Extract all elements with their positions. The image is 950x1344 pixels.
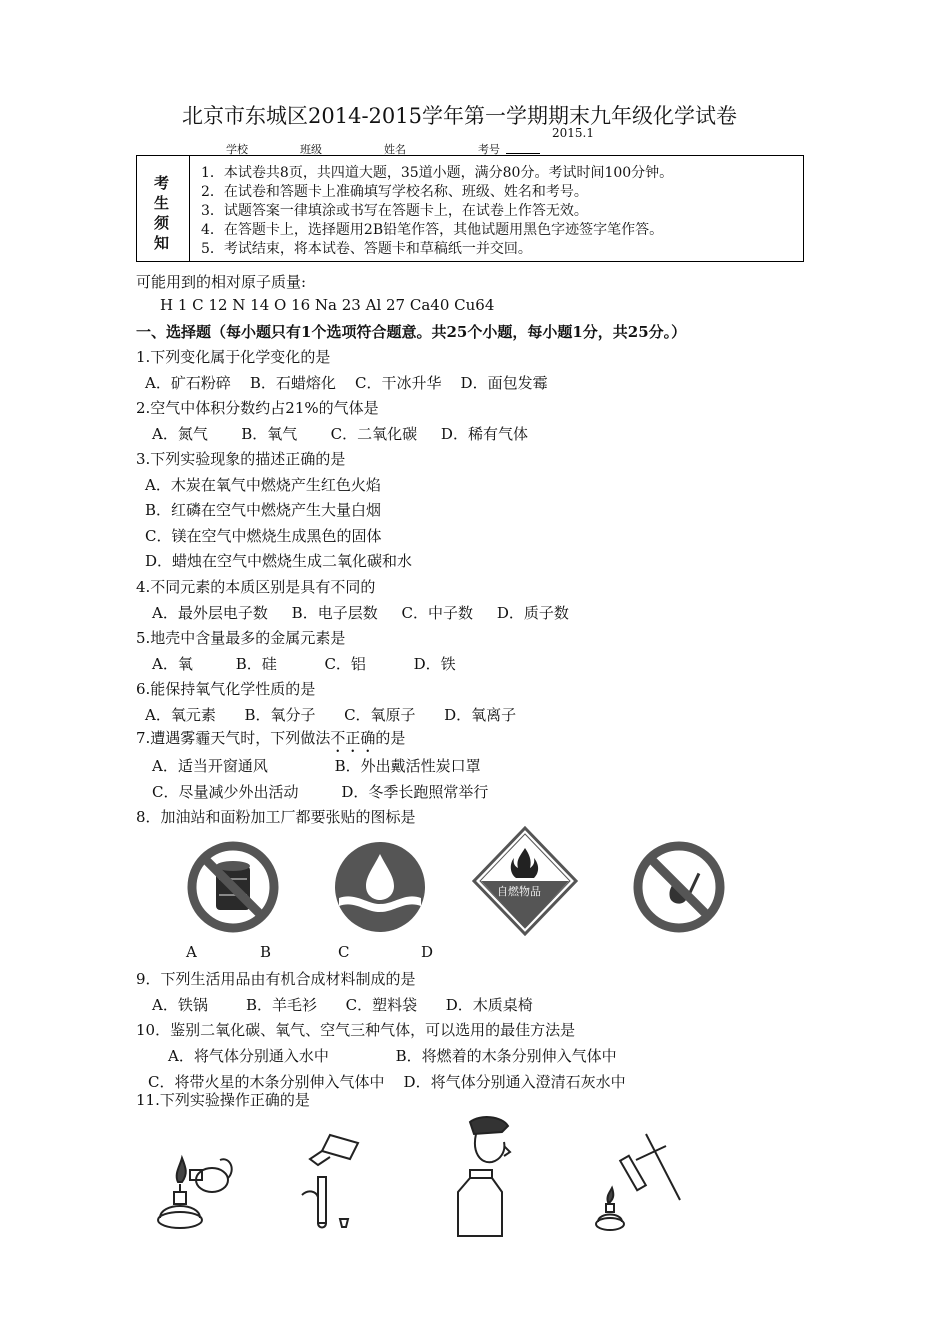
field-underline bbox=[506, 153, 540, 154]
pouring-liquid-icon bbox=[290, 1125, 370, 1235]
option-label: B bbox=[260, 943, 272, 961]
question-stem bbox=[136, 727, 405, 756]
question-options: A．铁锅 B．羊毛衫 C．塑料袋 D．木质桌椅 bbox=[152, 996, 533, 1014]
question-options: C．将带火星的木条分别伸入气体中 D．将气体分别通入澄清石灰水中 bbox=[148, 1073, 626, 1091]
question-options: A．氧元素 B．氧分子 C．氧原子 D．氧离子 bbox=[145, 706, 517, 724]
stem-text: 的是 bbox=[375, 729, 406, 747]
question-option: C．镁在空气中燃烧生成黑色的固体 bbox=[145, 527, 382, 545]
question-options: A．氧 B．硅 C．铝 D．铁 bbox=[152, 655, 456, 673]
field-class: 班级 bbox=[300, 143, 322, 156]
no-fire-sign-icon bbox=[632, 840, 726, 934]
notice-header-char: 考 bbox=[154, 174, 170, 192]
notice-item: 2．在试卷和答题卡上准确填写学校名称、班级、姓名和考号。 bbox=[201, 184, 588, 200]
notice-header-char: 须 bbox=[154, 214, 170, 232]
notice-item: 3．试题答案一律填涂或书写在答题卡上，在试卷上作答无效。 bbox=[201, 203, 588, 219]
no-oil-drum-sign-icon bbox=[186, 840, 280, 934]
exam-date: 2015.1 bbox=[552, 126, 594, 140]
notice-header-char: 知 bbox=[154, 234, 170, 252]
question-stem: 4.不同元素的本质区别是具有不同的 bbox=[136, 578, 376, 596]
page-title: 北京市东城区2014-2015学年第一学期期末九年级化学试卷 bbox=[182, 104, 737, 128]
notice-header-char: 生 bbox=[154, 194, 170, 212]
atomic-mass-values: H 1 C 12 N 14 O 16 Na 23 Al 27 Ca40 Cu64 bbox=[160, 296, 495, 314]
atomic-mass-label: 可能用到的相对原子质量: bbox=[136, 273, 307, 291]
emphasized-text: 不正确 bbox=[330, 729, 376, 747]
question-stem: 3.下列实验现象的描述正确的是 bbox=[136, 450, 346, 468]
question-stem: 2.空气中体积分数约占21%的气体是 bbox=[136, 399, 379, 417]
option-label: A bbox=[186, 943, 197, 961]
smelling-gas-icon bbox=[450, 1112, 520, 1238]
question-stem: 1.下列变化属于化学变化的是 bbox=[136, 348, 331, 366]
question-stem: 6.能保持氧气化学性质的是 bbox=[136, 680, 316, 698]
flammable-diamond-sign-icon bbox=[472, 826, 578, 936]
question-options: A．将气体分别通入水中 B．将燃着的木条分别伸入气体中 bbox=[168, 1047, 617, 1065]
sign-c-label: 自燃物品 bbox=[497, 885, 541, 898]
option-label: C bbox=[338, 943, 350, 961]
notice-item: 4．在答题卡上，选择题用2B铅笔作答，其他试题用黑色字迹签字笔作答。 bbox=[201, 222, 664, 238]
question-stem: 5.地壳中含量最多的金属元素是 bbox=[136, 629, 346, 647]
question-stem: 10．鉴别二氧化碳、氧气、空气三种气体，可以选用的最佳方法是 bbox=[136, 1021, 576, 1039]
notice-item: 5．考试结束，将本试卷、答题卡和草稿纸一并交回。 bbox=[201, 241, 532, 257]
water-drop-sign-icon bbox=[333, 840, 427, 934]
heating-test-tube-icon bbox=[588, 1128, 688, 1236]
question-stem: 11.下列实验操作正确的是 bbox=[136, 1091, 310, 1109]
option-label: D bbox=[421, 943, 434, 961]
question-options: A．适当开窗通风 B．外出戴活性炭口罩 bbox=[152, 757, 481, 775]
lighting-alcohol-lamp-icon bbox=[150, 1140, 240, 1232]
question-options: A．氮气 B．氧气 C．二氧化碳 D．稀有气体 bbox=[152, 425, 528, 443]
question-option: B．红磷在空气中燃烧产生大量白烟 bbox=[145, 501, 382, 519]
notice-header bbox=[137, 156, 190, 261]
field-school: 学校 bbox=[226, 143, 248, 156]
field-exam-number: 考号 bbox=[478, 143, 500, 156]
question-stem: 9．下列生活用品由有机合成材料制成的是 bbox=[136, 970, 416, 988]
question-stem: 8．加油站和面粉加工厂都要张贴的图标是 bbox=[136, 808, 416, 826]
question-option: D．蜡烛在空气中燃烧生成二氧化碳和水 bbox=[145, 552, 413, 570]
question-option: A．木炭在氧气中燃烧产生红色火焰 bbox=[145, 476, 381, 494]
stem-text: 7.遭遇雾霾天气时，下列做法 bbox=[136, 729, 331, 747]
section-heading: 一、选择题（每小题只有1个选项符合题意。共25个小题，每小题1分，共25分。） bbox=[136, 323, 687, 341]
notice-item: 1．本试卷共8页，共四道大题，35道小题，满分80分。考试时间100分钟。 bbox=[201, 165, 674, 181]
question-options: A．矿石粉碎 B．石蜡熔化 C．干冰升华 D．面包发霉 bbox=[145, 374, 548, 392]
field-name: 姓名 bbox=[384, 143, 406, 156]
question-options: A．最外层电子数 B．电子层数 C．中子数 D．质子数 bbox=[152, 604, 569, 622]
exam-notice-box bbox=[136, 155, 804, 262]
question-options: C．尽量减少外出活动 D．冬季长跑照常举行 bbox=[152, 783, 489, 801]
